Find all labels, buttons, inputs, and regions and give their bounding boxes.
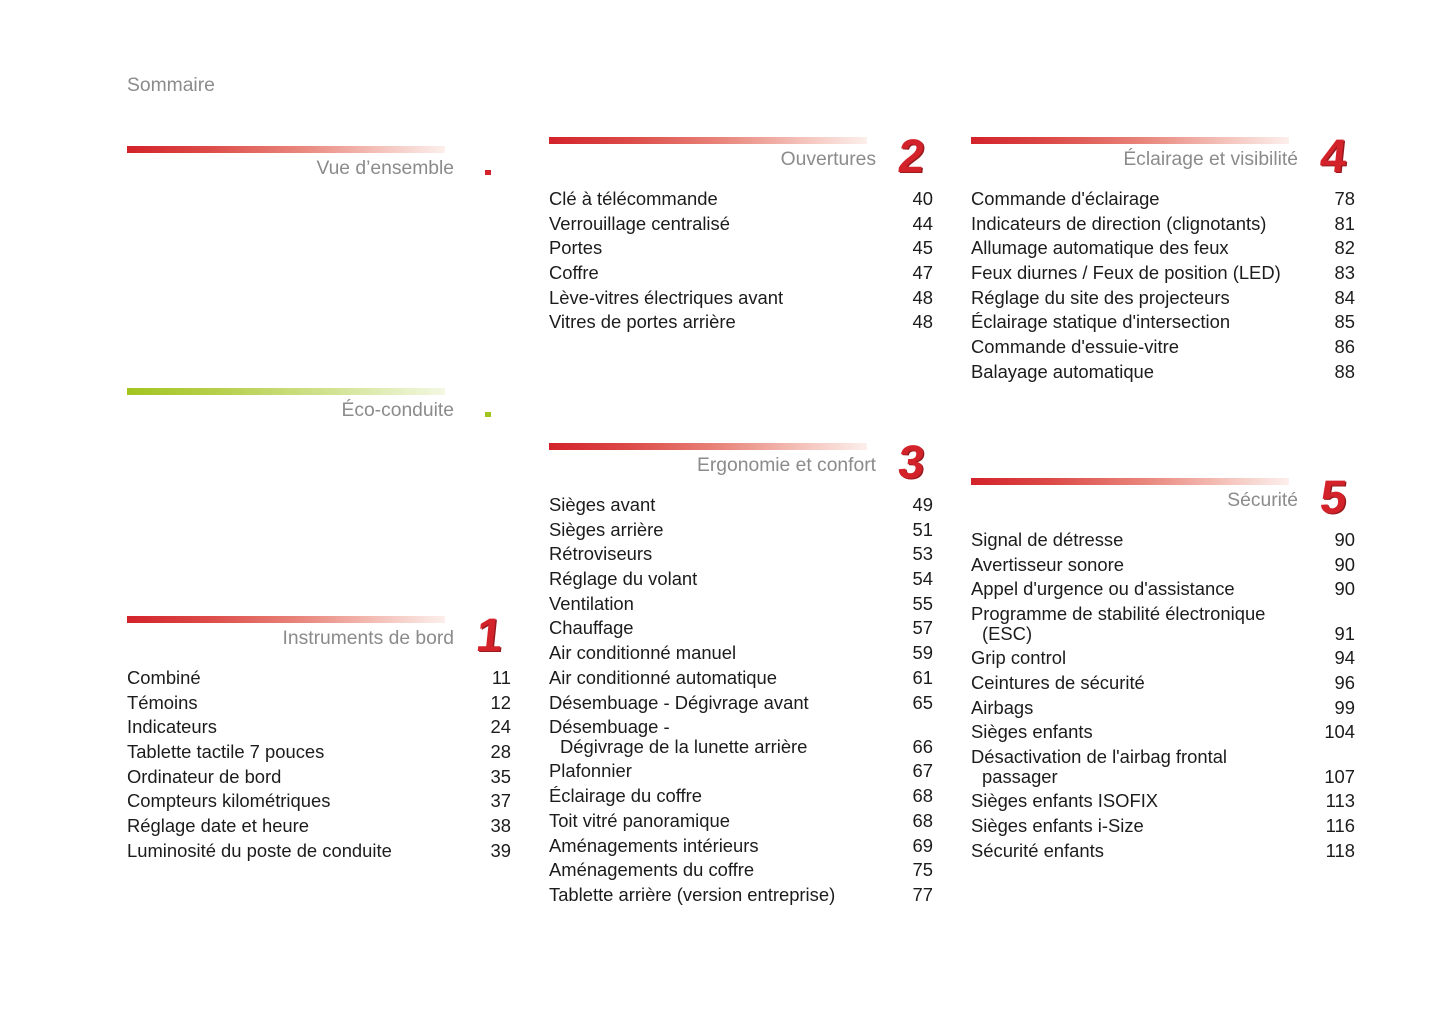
- toc-entry[interactable]: [549, 668, 933, 688]
- toc-entry-label: [971, 579, 1235, 599]
- section-marker-icon: [485, 412, 491, 417]
- toc-list: [549, 189, 933, 337]
- section-bar: [971, 478, 1289, 485]
- toc-entry-label-line: Sièges avant: [549, 494, 656, 515]
- section-marker-icon: [485, 170, 491, 175]
- toc-entry[interactable]: [549, 717, 933, 756]
- toc-entry-page: 57: [912, 617, 933, 639]
- toc-entry-label-line: Toit vitré panoramique: [549, 809, 730, 831]
- section-title: Éco-conduite: [341, 400, 454, 421]
- toc-entry-label-line: Éclairage du coffre: [549, 785, 703, 807]
- toc-entry[interactable]: [971, 555, 1355, 575]
- toc-entry-label-line: Dégivrage de la lunette arrière: [560, 735, 808, 757]
- section-title: Ouvertures: [780, 149, 876, 170]
- toc-entry-label-line: Désactivation de l'airbag frontal: [971, 746, 1228, 768]
- toc-entry-label: [971, 288, 1230, 308]
- toc-entry-label-line: Chauffage: [549, 617, 634, 639]
- toc-entry[interactable]: [971, 673, 1355, 693]
- toc-entry-label: [127, 717, 217, 737]
- toc-entry-page: 59: [912, 642, 933, 664]
- toc-entry[interactable]: [127, 841, 511, 861]
- toc-entry[interactable]: [971, 841, 1355, 861]
- toc-entry-page: 86: [1334, 336, 1355, 358]
- toc-entry-page: 78: [1334, 188, 1355, 209]
- toc-entry-page: 66: [912, 735, 933, 757]
- toc-entry[interactable]: [549, 569, 933, 589]
- toc-entry-label-line: Signal de détresse: [971, 529, 1124, 550]
- toc-entry-page: 83: [1334, 262, 1355, 284]
- page-title: Sommaire: [127, 75, 215, 96]
- toc-entry-label-line: Allumage automatique des feux: [971, 237, 1229, 259]
- toc-entry-label-line: Témoins: [127, 691, 198, 713]
- toc-entry[interactable]: [971, 337, 1355, 357]
- toc-entry-page: 54: [912, 568, 933, 590]
- toc-entry-label-line: Tablette arrière (version entreprise): [549, 883, 836, 905]
- toc-entry-page: 49: [912, 494, 933, 515]
- toc-entry-label: [971, 263, 1281, 283]
- toc-entry-label-line: Air conditionné automatique: [549, 666, 777, 688]
- toc-entry[interactable]: [549, 761, 933, 781]
- toc-entry-page: 75: [912, 859, 933, 881]
- toc-entry-label: [971, 698, 1033, 718]
- section-number: 3: [895, 435, 928, 488]
- toc-entry-label-line: Clé à télécommande: [549, 188, 718, 209]
- toc-entry-page: 12: [490, 691, 511, 713]
- toc-entry-page: 107: [1324, 765, 1355, 787]
- toc-entry[interactable]: [971, 816, 1355, 836]
- toc-entry-page: 48: [912, 311, 933, 333]
- toc-entry-label-line: Coffre: [549, 262, 599, 284]
- toc-entry-label: [971, 722, 1093, 742]
- toc-entry[interactable]: [549, 312, 933, 332]
- toc-entry-label: [127, 791, 330, 811]
- toc-entry[interactable]: [127, 693, 511, 713]
- toc-entry-label-line: Indicateurs: [127, 716, 217, 738]
- toc-entry[interactable]: [971, 791, 1355, 811]
- toc-entry-label-line: Aménagements du coffre: [549, 859, 755, 881]
- toc-entry-page: 35: [490, 765, 511, 787]
- toc-entry-label-line: Sièges enfants i-Size: [971, 815, 1144, 837]
- toc-entry-label: [549, 312, 736, 332]
- toc-entry-page: 53: [912, 543, 933, 565]
- toc-entry[interactable]: [971, 604, 1355, 643]
- toc-entry[interactable]: [549, 189, 933, 209]
- toc-entry-label: [549, 569, 697, 589]
- toc-entry[interactable]: [971, 189, 1355, 209]
- toc-entry[interactable]: [549, 594, 933, 614]
- toc-entry[interactable]: [549, 693, 933, 713]
- toc-entry[interactable]: [549, 214, 933, 234]
- section-title: Instruments de bord: [282, 628, 454, 649]
- toc-entry-label: [549, 544, 652, 564]
- toc-entry-label: [127, 816, 309, 836]
- section-bar: [127, 616, 445, 623]
- toc-entry-page: 67: [912, 760, 933, 782]
- section-number: 1: [473, 608, 506, 661]
- toc-entry[interactable]: [127, 816, 511, 836]
- section-bar: [549, 443, 867, 450]
- toc-entry-page: 68: [912, 809, 933, 831]
- toc-entry[interactable]: [549, 263, 933, 283]
- toc-entry-page: 96: [1334, 672, 1355, 694]
- toc-entry-page: 61: [912, 666, 933, 688]
- toc-entry-label: [549, 189, 718, 209]
- toc-entry-label-line: Vitres de portes arrière: [549, 311, 736, 333]
- toc-entry-page: 51: [912, 518, 933, 540]
- toc-entry-label: [127, 767, 281, 787]
- toc-entry-page: 91: [1334, 622, 1355, 644]
- toc-entry[interactable]: [971, 312, 1355, 332]
- toc-entry[interactable]: [549, 885, 933, 905]
- toc-entry-label-line: Air conditionné manuel: [549, 642, 737, 664]
- toc-entry-label: [549, 238, 602, 258]
- toc-entry-label: [549, 693, 809, 713]
- toc-entry[interactable]: [127, 668, 511, 688]
- toc-entry-label: [549, 761, 632, 781]
- toc-entry[interactable]: [127, 717, 511, 737]
- toc-entry[interactable]: [549, 238, 933, 258]
- toc-entry-page: 28: [490, 741, 511, 763]
- toc-entry-label: [549, 811, 730, 831]
- toc-entry[interactable]: [549, 811, 933, 831]
- toc-entry-label: [971, 791, 1158, 811]
- toc-entry-page: 55: [912, 592, 933, 614]
- toc-entry-label: [971, 238, 1229, 258]
- toc-entry-label-line: Réglage du site des projecteurs: [971, 286, 1230, 308]
- toc-entry[interactable]: [549, 836, 933, 856]
- toc-entry-label: [549, 495, 655, 515]
- toc-entry-page: 48: [912, 286, 933, 308]
- toc-entry-label-line: Désembuage - Dégivrage avant: [549, 691, 809, 713]
- toc-entry-label-line: Sécurité enfants: [971, 839, 1104, 861]
- toc-entry[interactable]: [971, 263, 1355, 283]
- toc-entry-label: [971, 816, 1144, 836]
- toc-entry-page: 90: [1334, 553, 1355, 575]
- toc-entry-page: 104: [1324, 721, 1355, 743]
- toc-entry-page: 39: [490, 839, 511, 861]
- toc-entry-label: [549, 860, 754, 880]
- toc-entry-page: 65: [912, 691, 933, 713]
- toc-entry-label-line: Portes: [549, 237, 603, 259]
- toc-entry[interactable]: [127, 791, 511, 811]
- toc-entry-page: 45: [912, 237, 933, 259]
- toc-entry-label-line: (ESC): [982, 622, 1033, 644]
- toc-entry-page: 82: [1334, 237, 1355, 259]
- toc-entry-label-line: Ordinateur de bord: [127, 765, 282, 787]
- toc-entry-label-line: Feux diurnes / Feux de position (LED): [971, 262, 1281, 284]
- toc-entry-page: 47: [912, 262, 933, 284]
- section-bar: [127, 146, 445, 153]
- toc-entry[interactable]: [971, 214, 1355, 234]
- section-title: Ergonomie et confort: [697, 455, 876, 476]
- toc-entry[interactable]: [549, 495, 933, 515]
- toc-entry[interactable]: [971, 698, 1355, 718]
- toc-entry-label-line: Aménagements intérieurs: [549, 834, 759, 856]
- toc-entry[interactable]: [971, 362, 1355, 382]
- toc-entry-page: 38: [490, 815, 511, 837]
- toc-entry-label: [549, 214, 730, 234]
- toc-entry-label-line: Sièges arrière: [549, 518, 664, 540]
- toc-entry[interactable]: [549, 520, 933, 540]
- toc-entry-label: [971, 337, 1179, 357]
- toc-entry-page: 40: [912, 188, 933, 209]
- toc-entry[interactable]: [971, 579, 1355, 599]
- toc-entry-label: [549, 786, 702, 806]
- toc-entry-label: [549, 618, 634, 638]
- section-number: 4: [1317, 129, 1350, 182]
- toc-entry[interactable]: [971, 288, 1355, 308]
- toc-entry-label: [549, 594, 634, 614]
- toc-entry-label-line: Sièges enfants ISOFIX: [971, 790, 1159, 812]
- toc-entry-page: 24: [490, 716, 511, 738]
- toc-entry-label: [127, 668, 201, 688]
- toc-entry-page: 90: [1334, 529, 1355, 550]
- toc-entry-label: [127, 693, 198, 713]
- toc-entry-label: [971, 604, 1265, 643]
- section-title: Vue d’ensemble: [316, 158, 454, 179]
- toc-entry-label-line: Désembuage -: [549, 716, 670, 738]
- toc-entry-label: [971, 841, 1104, 861]
- toc-entry-page: 11: [491, 667, 511, 688]
- section-bar: [549, 137, 867, 144]
- toc-entry[interactable]: [971, 648, 1355, 668]
- toc-entry-label: [971, 362, 1154, 382]
- toc-entry-label: [971, 312, 1230, 332]
- toc-entry-label-line: Sièges enfants: [971, 721, 1093, 743]
- section-number: 2: [895, 129, 928, 182]
- toc-entry-page: 69: [912, 834, 933, 856]
- toc-entry-label: [549, 668, 777, 688]
- toc-entry-page: 99: [1334, 696, 1355, 718]
- toc-entry-label: [549, 288, 783, 308]
- toc-entry-page: 81: [1334, 212, 1355, 234]
- section-bar: [127, 388, 445, 395]
- toc-entry-label: [549, 836, 759, 856]
- toc-entry-page: 94: [1334, 647, 1355, 669]
- toc-entry-label-line: Tablette tactile 7 pouces: [127, 741, 325, 763]
- toc-entry-label-line: Rétroviseurs: [549, 543, 653, 565]
- toc-entry-label: [971, 214, 1266, 234]
- section-title: Sécurité: [1227, 490, 1298, 511]
- toc-entry-label-line: passager: [982, 765, 1058, 787]
- toc-entry-label-line: Commande d'essuie-vitre: [971, 336, 1179, 358]
- toc-entry-label: [127, 841, 392, 861]
- toc-entry[interactable]: [971, 238, 1355, 258]
- toc-entry-label: [549, 520, 663, 540]
- toc-entry-label: [549, 263, 599, 283]
- toc-entry[interactable]: [971, 722, 1355, 742]
- toc-entry[interactable]: [971, 747, 1355, 786]
- toc-entry-label-line: Balayage automatique: [971, 360, 1155, 382]
- toc-entry-page: 113: [1325, 790, 1355, 812]
- toc-entry-label-line: Indicateurs de direction (clignotants): [971, 212, 1267, 234]
- toc-entry-label-line: Programme de stabilité électronique: [971, 603, 1266, 625]
- toc-entry-label: [127, 742, 324, 762]
- toc-entry-label-line: Compteurs kilométriques: [127, 790, 331, 812]
- toc-entry-page: 44: [912, 212, 933, 234]
- toc-entry-label: [549, 643, 736, 663]
- section-title: Éclairage et visibilité: [1123, 149, 1298, 170]
- toc-entry-label-line: Verrouillage centralisé: [549, 212, 730, 234]
- toc-entry-page: 85: [1334, 311, 1355, 333]
- toc-entry-page: 90: [1334, 578, 1355, 600]
- toc-entry[interactable]: [971, 530, 1355, 550]
- toc-entry-page: 116: [1325, 815, 1355, 837]
- toc-entry-label: [971, 747, 1227, 786]
- toc-entry-label: [549, 885, 835, 905]
- toc-entry-label: [549, 717, 807, 756]
- toc-entry-page: 77: [912, 883, 933, 905]
- toc-entry[interactable]: [549, 288, 933, 308]
- toc-entry[interactable]: [549, 786, 933, 806]
- toc-entry-label-line: Luminosité du poste de conduite: [127, 839, 392, 861]
- toc-list: [971, 189, 1355, 387]
- toc-entry-label-line: Grip control: [971, 647, 1067, 669]
- toc-entry[interactable]: [127, 742, 511, 762]
- toc-entry-label: [971, 648, 1066, 668]
- toc-entry[interactable]: [549, 643, 933, 663]
- toc-list: [549, 495, 933, 910]
- toc-entry-label: [971, 673, 1145, 693]
- toc-entry-page: 84: [1334, 286, 1355, 308]
- toc-entry-label-line: Airbags: [971, 696, 1034, 718]
- toc-list: [127, 668, 511, 866]
- toc-entry-label-line: Combiné: [127, 667, 201, 688]
- toc-entry-label-line: Réglage du volant: [549, 568, 698, 590]
- toc-entry-label-line: Lève-vitres électriques avant: [549, 286, 784, 308]
- toc-entry-page: 88: [1334, 360, 1355, 382]
- toc-entry-page: 118: [1325, 839, 1355, 861]
- toc-entry-label: [971, 189, 1160, 209]
- toc-entry[interactable]: [549, 860, 933, 880]
- toc-entry-label-line: Réglage date et heure: [127, 815, 310, 837]
- toc-entry-label-line: Avertisseur sonore: [971, 553, 1124, 575]
- toc-entry-label-line: Plafonnier: [549, 760, 632, 782]
- toc-entry-label: [971, 530, 1123, 550]
- toc-entry-page: 68: [912, 785, 933, 807]
- section-number: 5: [1317, 470, 1350, 523]
- toc-entry[interactable]: [127, 767, 511, 787]
- toc-entry-label-line: Ceintures de sécurité: [971, 672, 1145, 694]
- toc-entry-label-line: Appel d'urgence ou d'assistance: [971, 578, 1235, 600]
- toc-entry[interactable]: [549, 618, 933, 638]
- toc-entry-page: 37: [490, 790, 511, 812]
- toc-entry-label: [971, 555, 1124, 575]
- toc-entry[interactable]: [549, 544, 933, 564]
- toc-list: [971, 530, 1355, 865]
- section-bar: [971, 137, 1289, 144]
- toc-entry-label-line: Éclairage statique d'intersection: [971, 311, 1231, 333]
- toc-entry-label-line: Ventilation: [549, 592, 634, 614]
- toc-entry-label-line: Commande d'éclairage: [971, 188, 1160, 209]
